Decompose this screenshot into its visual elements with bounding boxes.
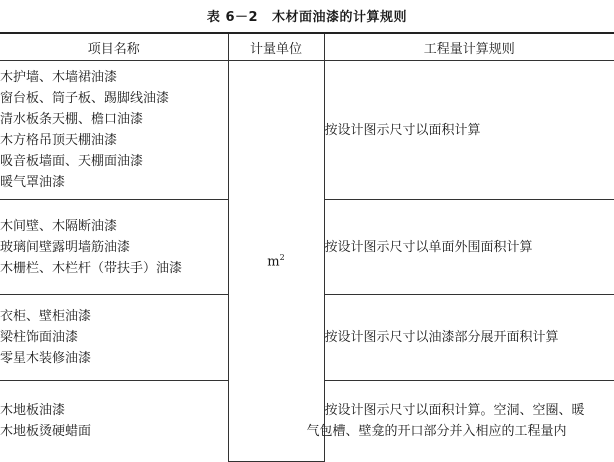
item-name: 木地板烫硬蜡面: [0, 421, 228, 442]
item-list: [0, 381, 228, 462]
item-name: 梁柱饰面油漆: [0, 327, 228, 348]
table-row: [0, 61, 614, 200]
unit-exponent: 2: [280, 253, 285, 262]
rule-cell: [324, 61, 614, 200]
item-name: 木栅栏、木栏杆（带扶手）油漆: [0, 258, 228, 279]
header-item-name: 项目名称: [0, 33, 228, 61]
item-name: 木方格吊顶天棚油漆: [0, 130, 228, 151]
item-name: 木护墙、木墙裙油漆: [0, 67, 228, 88]
item-list: [0, 295, 228, 381]
item-name: 衣柜、壁柜油漆: [0, 306, 228, 327]
header-rule: 工程量计算规则: [324, 33, 614, 61]
table-number: 表 6－2: [207, 10, 258, 25]
item-name: 零星木装修油漆: [0, 348, 228, 369]
table-title: 木材面油漆的计算规则: [272, 10, 407, 25]
rule-text: 按设计图示尺寸以油漆部分展开面积计算: [325, 327, 614, 348]
item-list: [0, 61, 228, 200]
rule-text: 按设计图示尺寸以面积计算。空洞、空圈、暖: [325, 400, 614, 421]
item-name: 暖气罩油漆: [0, 172, 228, 193]
rule-cell: [324, 200, 614, 295]
rule-cell: [324, 381, 614, 462]
item-name: 吸音板墙面、天棚面油漆: [0, 151, 228, 172]
table-caption: [0, 6, 614, 25]
header-row: [0, 33, 614, 61]
unit-base: m: [267, 254, 279, 269]
rule-text: 按设计图示尺寸以面积计算: [325, 120, 614, 141]
header-unit: 计量单位: [228, 33, 324, 61]
item-name: 清水板条天棚、檐口油漆: [0, 109, 228, 130]
item-name: 窗台板、筒子板、踢脚线油漆: [0, 88, 228, 109]
item-name: 木间壁、木隔断油漆: [0, 216, 228, 237]
item-list: [0, 200, 228, 295]
unit-cell: [228, 61, 324, 462]
item-name: 玻璃间壁露明墙筋油漆: [0, 237, 228, 258]
rules-table: [0, 32, 614, 462]
rule-text-continued: 气包槽、壁龛的开口部分并入相应的工程量内: [307, 421, 614, 442]
rule-text: 按设计图示尺寸以单面外围面积计算: [325, 237, 614, 258]
rule-cell: [324, 295, 614, 381]
item-name: 木地板油漆: [0, 400, 228, 421]
